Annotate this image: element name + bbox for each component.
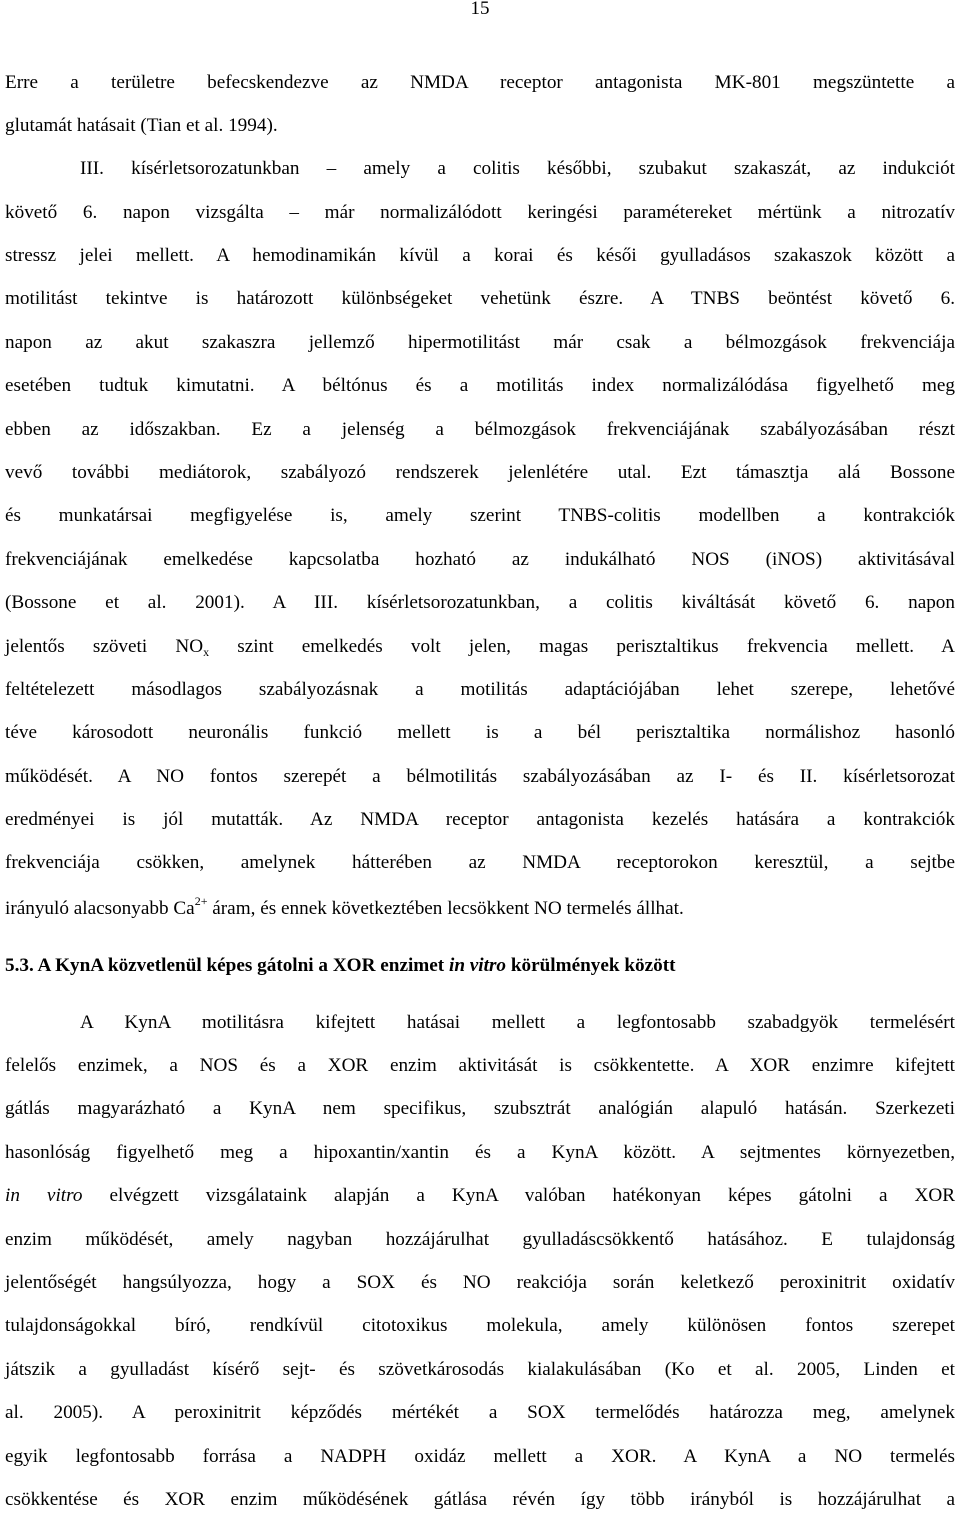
text-line: motilitást tekintve is határozott különbségeket vehetünk észre. A TNBS beöntést követő 6. [5, 288, 955, 309]
text-line: csökkentése és XOR enzim működésének gátlása révén így több irányból is hozzájárulhat a [5, 1489, 955, 1510]
text-line: téve károsodott neuronális funkció mellett is a bél perisztaltika normálishoz hasonló [5, 722, 955, 743]
subscript: x [203, 645, 210, 659]
superscript: 2+ [194, 894, 208, 908]
text-segment: elvégzett vizsgálataink alapján a KynA valóban hatékonyan képes gátolni a XOR [82, 1185, 956, 1206]
text-line: tulajdonságokkal bíró, rendkívül citotoxikus molekula, amely különösen fontos szerepet [5, 1315, 955, 1336]
text-line: felelős enzimek, a NOS és a XOR enzim aktivitását is csökkentette. A XOR enzimre kifejtett [5, 1055, 955, 1076]
italic-text: in vitro [5, 1185, 83, 1206]
text-line: feltételezett másodlagos szabályozásnak a motilitás adaptációjában lehet szerepe, lehetővé [5, 679, 955, 700]
text-line: jelentőségét hangsúlyozza, hogy a SOX és NO reakciója során keletkező peroxinitrit oxidatív [5, 1272, 955, 1293]
heading-text: 5.3. A KynA közvetlenül képes gátolni a XOR enzimet [5, 955, 449, 976]
text-segment: jelentős szöveti NO [5, 636, 204, 657]
text-line: hasonlóság figyelhető meg a hipoxantin/xantin és a KynA között. A sejtmentes környezetben, [5, 1142, 955, 1163]
text-line: frekvenciájának emelkedése kapcsolatba hozható az indukálható NOS (iNOS) aktivitásával [5, 549, 955, 570]
text-segment: szint emelkedés volt jelen, magas perisztaltikus frekvencia mellett. A [209, 636, 956, 657]
text-line: A KynA motilitásra kifejtett hatásai mellett a legfontosabb szabadgyök termelésért [80, 1012, 955, 1033]
text-line: vevő további mediátorok, szabályozó rendszerek jelenlétére utal. Ezt támasztja alá Bossone [5, 462, 955, 483]
text-line: napon az akut szakaszra jellemző hipermotilitást már csak a bélmozgások frekvenciája [5, 332, 955, 353]
text-line: játszik a gyulladást kísérő sejt- és szövetkárosodás kialakulásában (Ko et al. 2005, Linden et [5, 1359, 955, 1380]
text-line: gátlás magyarázható a KynA nem specifikus, szubsztrát analógián alapuló hatásán. Szerkezeti [5, 1098, 955, 1119]
text-line: enzim működését, amely nagyban hozzájárulhat gyulladáscsökkentő hatásához. E tulajdonság [5, 1229, 955, 1250]
text-line: (Bossone et al. 2001). A III. kísérletsorozatunkban, a colitis kiváltását követő 6. napon [5, 592, 955, 613]
text-line: eredményei is jól mutatták. Az NMDA receptor antagonista kezelés hatására a kontrakciók [5, 809, 955, 830]
text-line: működését. A NO fontos szerepét a bélmotilitás szabályozásában az I- és II. kísérletsorozat [5, 766, 955, 787]
text-line: egyik legfontosabb forrása a NADPH oxidáz mellett a XOR. A KynA a NO termelés [5, 1446, 955, 1467]
text-line: követő 6. napon vizsgálta – már normalizálódott keringési paramétereket mértünk a nitrozatív [5, 202, 955, 223]
text-line: frekvenciája csökken, amelynek hátterében az NMDA receptorokon keresztül, a sejtbe [5, 852, 955, 873]
text-line [5, 894, 955, 921]
text-line [5, 635, 955, 659]
page-number: 15 [470, 0, 490, 19]
text-line [5, 1184, 955, 1208]
text-line: ebben az időszakban. Ez a jelenség a bélmozgások frekvenciájának szabályozásában részt [5, 419, 955, 440]
text-line: III. kísérletsorozatunkban – amely a colitis későbbi, szubakut szakaszát, az indukciót [80, 158, 955, 179]
text-line: és munkatársai megfigyelése is, amely szerint TNBS-colitis modellben a kontrakciók [5, 505, 955, 526]
text-line: glutamát hatásait (Tian et al. 1994). [5, 115, 278, 136]
text-line: esetében tudtuk kimutatni. A béltónus és a motilitás index normalizálódása figyelhető meg [5, 375, 955, 396]
text-line: Erre a területre befecskendezve az NMDA receptor antagonista MK-801 megszüntette a [5, 72, 955, 93]
text-line: al. 2005). A peroxinitrit képződés mértékét a SOX termelődés határozza meg, amelynek [5, 1402, 955, 1423]
text-segment: áram, és ennek következtében lecsökkent NO termelés állhat. [207, 898, 684, 919]
section-heading [5, 954, 955, 978]
text-line: stressz jelei mellett. A hemodinamikán kívül a korai és késői gyulladásos szakaszok között a [5, 245, 955, 266]
text-segment: irányuló alacsonyabb Ca [5, 898, 195, 919]
heading-italic: in vitro [448, 955, 507, 976]
heading-text: körülmények között [506, 955, 676, 976]
